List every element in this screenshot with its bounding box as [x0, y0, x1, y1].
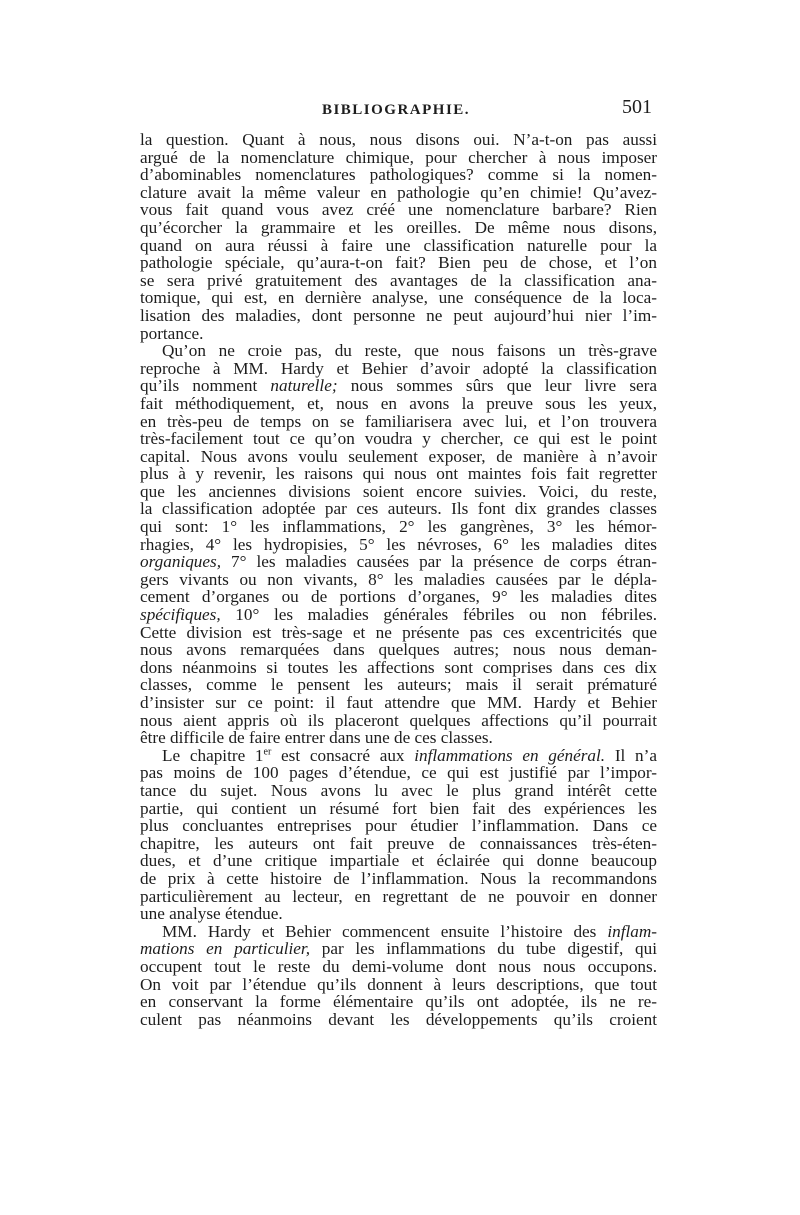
text-line	[140, 940, 657, 958]
text-line: être difficile de faire entrer dans une de ces classes.	[140, 728, 493, 748]
text-line: chapitre, les auteurs ont fait preuve de connaissances très-éten-	[140, 833, 657, 853]
text-line: portance.	[140, 323, 204, 343]
running-title: BIBLIOGRAPHIE.	[321, 102, 471, 118]
page-number: 501	[622, 96, 652, 118]
text-line: reproche à MM. Hardy et Behier d’avoir adopté la classification	[140, 358, 657, 378]
italic-text: inflammations en général.	[414, 745, 606, 765]
italic-text: mations en particulier,	[140, 939, 311, 959]
text-line: occupent tout le reste du demi-volume dont nous nous occupons.	[140, 956, 657, 976]
superscript: er	[263, 746, 272, 758]
text-segment: Il n’a	[605, 745, 657, 765]
text-line: argué de la nomenclature chimique, pour chercher à nous imposer	[140, 147, 657, 167]
text-line: nous aient appris où ils placeront quelques affections qu’il pourrait	[140, 710, 657, 730]
text-segment: MM. Hardy et Behier commencent ensuite l’histoire des	[162, 921, 608, 941]
text-line: dues, et d’une critique impartiale et éclairée qui donne beaucoup	[140, 851, 657, 871]
text-segment: par les inflammations du tube digestif, qui	[310, 939, 658, 959]
text-line: en très-peu de temps on se familiarisera avec lui, et l’on trouvera	[140, 411, 657, 431]
text-segment: est consacré aux	[271, 745, 415, 765]
text-line: capital. Nous avons voulu seulement exposer, de manière à n’avoir	[140, 446, 657, 466]
text-line: plus concluantes entreprises pour étudier l’inflammation. Dans ce	[140, 816, 657, 836]
text-line: clature avait la même valeur en pathologie qu’en chimie! Qu’avez-	[140, 182, 657, 202]
text-line	[140, 377, 657, 395]
text-line: dons néanmoins si toutes les affections sont comprises dans ces dix	[140, 657, 657, 677]
text-line: gers vivants ou non vivants, 8° les maladies causées par le dépla-	[140, 569, 657, 589]
text-line: très-facilement tout ce qu’on voudra y chercher, ce qui est le point	[140, 429, 657, 449]
text-line: On voit par l’étendue qu’ils donnent à leurs descriptions, que tout	[140, 974, 657, 994]
text-line: plus à y revenir, les raisons qui nous ont maintes fois fait regretter	[140, 464, 657, 484]
text-line: partie, qui contient un résumé fort bien fait des expériences les	[140, 798, 657, 818]
text-line: Qu’on ne croie pas, du reste, que nous faisons un très-grave	[162, 341, 657, 361]
text-line: la question. Quant à nous, nous disons oui. N’a-t-on pas aussi	[140, 130, 657, 149]
text-line: culent pas néanmoins devant les développements qu’ils croient	[140, 1009, 657, 1029]
italic-text: inflam-	[607, 921, 657, 941]
text-line	[140, 747, 657, 765]
text-line: particulièrement au lecteur, en regrettant de ne pouvoir en donner	[140, 886, 657, 906]
text-line: d’abominables nomenclatures pathologiques? comme si la nomen-	[140, 165, 657, 185]
text-line: classes, comme le pensent les auteurs; mais il serait prématuré	[140, 675, 657, 695]
text-segment: Le chapitre 1	[162, 745, 264, 765]
text-line: en conservant la forme élémentaire qu’ils ont adoptée, ils ne re-	[140, 992, 657, 1012]
text-line: une analyse étendue.	[140, 904, 283, 924]
italic-text: spécifiques,	[140, 605, 221, 625]
text-line: rhagies, 4° les hydropisies, 5° les névroses, 6° les maladies dites	[140, 534, 657, 554]
text-line	[140, 553, 657, 571]
text-line: que les anciennes divisions soient encore suivies. Voici, du reste,	[140, 481, 657, 501]
text-line: qui sont: 1° les inflammations, 2° les gangrènes, 3° les hémor-	[140, 517, 657, 537]
text-line: de prix à cette histoire de l’inflammation. Nous la recommandons	[140, 868, 657, 888]
text-line: pathologie spéciale, qu’aura-t-on fait? Bien peu de chose, et l’on	[140, 253, 657, 273]
text-segment: 10° les maladies générales fébriles ou non fébriles.	[220, 605, 657, 625]
text-line: qu’écorcher la grammaire et les oreilles. De même nous disons,	[140, 217, 657, 237]
text-segment: qu’ils nomment	[140, 376, 271, 396]
text-line: quand on aura réussi à faire une classification naturelle pour la	[140, 235, 657, 255]
text-line: vous fait quand vous avez créé une nomenclature barbare? Rien	[140, 200, 657, 220]
text-line	[140, 923, 657, 941]
text-line: lisation des maladies, dont personne ne peut aujourd’hui nier l’im-	[140, 305, 657, 325]
text-line: tance du sujet. Nous avons lu avec le plus grand intérêt cette	[140, 780, 657, 800]
text-line: pas moins de 100 pages d’étendue, ce qui est justifié par l’impor-	[140, 763, 657, 783]
text-line: d’insister sur ce point: il faut attendre que MM. Hardy et Behier	[140, 693, 657, 712]
text-segment: nous sommes sûrs que leur livre sera	[337, 376, 657, 396]
italic-text: organiques,	[140, 552, 222, 572]
text-line: se sera privé gratuitement des avantages de la classification ana-	[140, 270, 657, 290]
italic-text: naturelle;	[270, 376, 338, 396]
text-line: fait méthodiquement, et, nous en avons la preuve sous les yeux,	[140, 393, 657, 413]
text-line	[140, 606, 657, 624]
text-line: cement d’organes ou de portions d’organes, 9° les maladies dites	[140, 587, 657, 607]
text-line: tomique, qui est, en dernière analyse, une conséquence de la loca-	[140, 288, 657, 308]
text-line: nous avons remarquées dans quelques autres; nous nous deman-	[140, 640, 657, 660]
body-text	[140, 131, 657, 1028]
text-line: Cette division est très-sage et ne présente pas ces excentricités que	[140, 622, 657, 642]
page-header	[140, 96, 652, 126]
text-segment: 7° les maladies causées par la présence de corps étran-	[221, 552, 657, 572]
text-line: la classification adoptée par ces auteurs. Ils font dix grandes classes	[140, 499, 657, 519]
